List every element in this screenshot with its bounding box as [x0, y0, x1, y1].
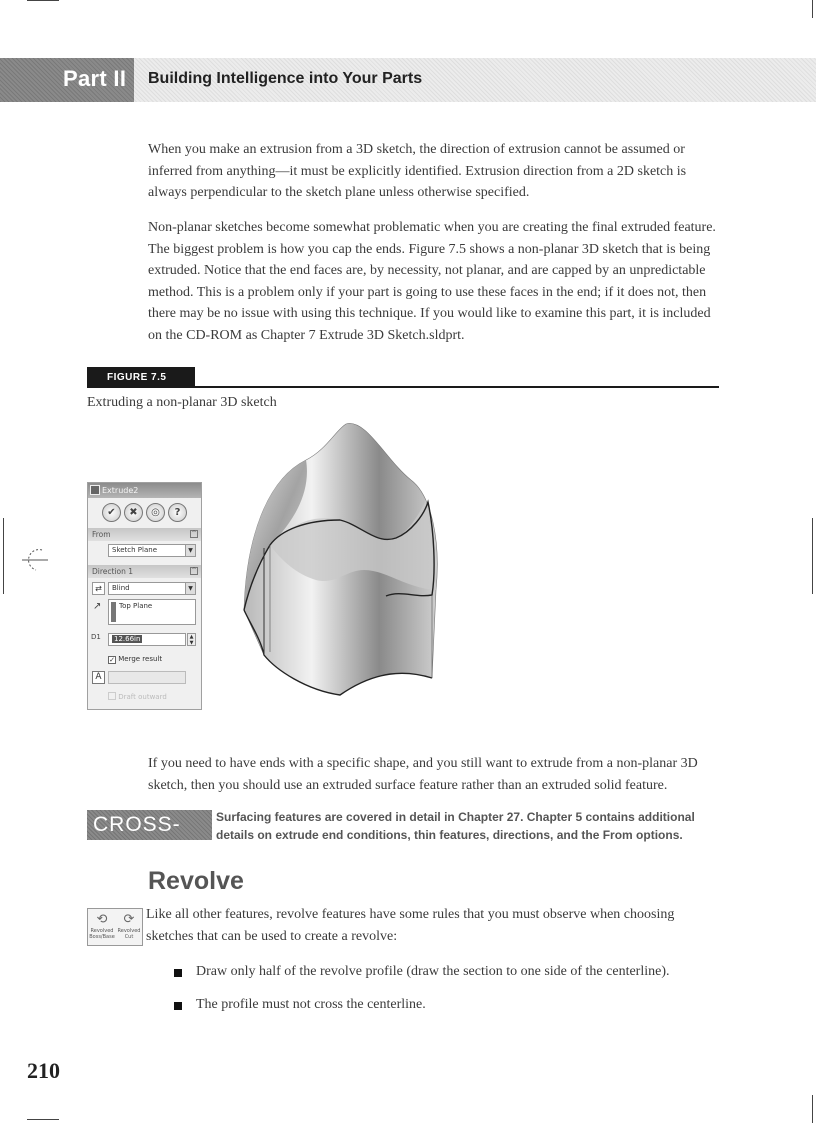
revolved-cut-label: Revolved Cut — [117, 928, 141, 940]
depth-icon — [91, 633, 101, 641]
depth-spinner[interactable]: ▲ ▼ — [187, 633, 196, 646]
from-select-value: Sketch Plane — [112, 546, 158, 554]
merge-result-label: Merge result — [118, 655, 163, 663]
preview-button[interactable]: ◎ — [146, 503, 165, 522]
crop-mark — [812, 518, 813, 594]
bullet-icon — [174, 1002, 182, 1010]
draft-outward-label: Draft outward — [118, 693, 167, 701]
help-button[interactable]: ? — [168, 503, 187, 522]
figure-label: FIGURE 7.5 — [87, 367, 195, 388]
extrude-feature-icon — [90, 485, 100, 495]
depth-input[interactable] — [108, 633, 186, 646]
bullet-item — [196, 964, 670, 980]
checkbox-checked-icon[interactable]: ✓ — [109, 656, 115, 664]
from-select[interactable] — [108, 544, 196, 557]
crop-mark — [812, 1095, 813, 1123]
direction-section-header[interactable] — [88, 565, 201, 578]
revolved-boss-label: Revolved Boss/Base — [89, 928, 115, 940]
depth-label: D1 — [91, 633, 101, 641]
paragraph-3: If you need to have ends with a specific shape, and you still want to extrude from a non-planar 3D sketch, then you should use an extruded surface feature rather than an extruded solid feature. — [148, 756, 698, 793]
crop-mark — [27, 0, 59, 1]
running-header — [0, 58, 816, 102]
paragraph-1: When you make an extrusion from a 3D sketch, the direction of extrusion cannot be assumed or inferred from anything—it must be explicitly identified. Extrusion direction from a 2D sketch is always perpendicular to the sketch plane unless otherwise specified. — [148, 142, 687, 200]
merge-result-checkbox[interactable] — [108, 655, 162, 664]
cross-ref-box — [87, 810, 212, 860]
chevron-down-icon: ▼ — [185, 583, 195, 594]
figure-rule — [87, 386, 719, 388]
revolve-boss-glyph: ⟲ — [96, 912, 108, 927]
crop-mark — [3, 518, 4, 594]
reference-list[interactable] — [108, 599, 196, 625]
revolved-cut-icon[interactable] — [116, 912, 142, 940]
header-title: Building Intelligence into Your Parts — [148, 70, 423, 87]
reverse-direction-icon[interactable]: ⇄ — [92, 582, 105, 595]
reference-value: Top Plane — [119, 602, 153, 610]
end-condition-value: Blind — [112, 584, 130, 592]
paragraph-2: Non-planar sketches become somewhat problematic when you are creating the final extruded feature. The biggest problem is how you cap the ends. Figure 7.5 shows a non-planar 3D sketch that is being extruded. Notice that the end faces are, by necessity, not planar, and are capped by an unpredictable method. This is a problem only if your part is going to use these faces in the end; if it does not, then there may be no issue with using this technique. If you would like to examine this part, it is included on the CD-ROM as Chapter 7 Extrude 3D Sketch.sldprt. — [148, 220, 716, 343]
registration-mark — [22, 547, 48, 573]
extrude-property-manager — [87, 482, 202, 710]
draft-outward-checkbox[interactable] — [108, 692, 167, 701]
end-condition-select[interactable] — [108, 582, 196, 595]
from-section-label: From — [92, 530, 111, 539]
bullet-icon — [174, 969, 182, 977]
cross-ref-label: CROSS-REF — [93, 813, 181, 860]
extruded-3d-sketch-render — [236, 420, 448, 700]
from-section-header[interactable] — [88, 528, 201, 541]
revolved-boss-icon[interactable] — [89, 912, 115, 940]
panel-title-bar — [88, 483, 201, 498]
section-heading: Revolve — [148, 867, 244, 895]
panel-buttons — [88, 498, 201, 526]
bullet-text: The profile must not cross the centerline. — [196, 997, 426, 1012]
direction-arrow-icon: ↗ — [93, 601, 102, 612]
crop-mark — [27, 1119, 59, 1120]
cross-ref-text: Surfacing features are covered in detail in Chapter 27. Chapter 5 contains additional details on extrude end conditions, thin features, directions, and the From options. — [216, 810, 695, 842]
list-marker — [111, 602, 116, 622]
draft-angle-input[interactable] — [108, 671, 186, 684]
part-label: Part II — [63, 66, 127, 91]
direction-section-label: Direction 1 — [92, 567, 134, 576]
depth-value: 12.66in — [114, 635, 141, 643]
page-number: 210 — [27, 1058, 60, 1083]
panel-title: Extrude2 — [102, 486, 139, 495]
ok-button[interactable]: ✔ — [102, 503, 121, 522]
paragraph-4: Like all other features, revolve features have some rules that you must observe when choosing sketches that can be used to create a revolve: — [146, 907, 675, 944]
bullet-item — [196, 997, 426, 1013]
collapse-icon[interactable]: ^ — [191, 530, 197, 537]
revolve-toolbar-icons — [87, 908, 143, 946]
collapse-icon[interactable]: ^ — [191, 567, 197, 574]
cancel-button[interactable]: ✖ — [124, 503, 143, 522]
crop-mark — [812, 0, 813, 18]
bullet-text: Draw only half of the revolve profile (draw the section to one side of the centerline). — [196, 964, 670, 979]
part-label-box — [0, 58, 134, 102]
checkbox-unchecked-icon[interactable] — [108, 692, 116, 700]
draft-icon[interactable]: A — [92, 671, 105, 684]
chevron-down-icon: ▼ — [185, 545, 195, 556]
revolve-cut-glyph: ⟳ — [123, 912, 135, 927]
figure-caption: Extruding a non-planar 3D sketch — [87, 395, 277, 410]
